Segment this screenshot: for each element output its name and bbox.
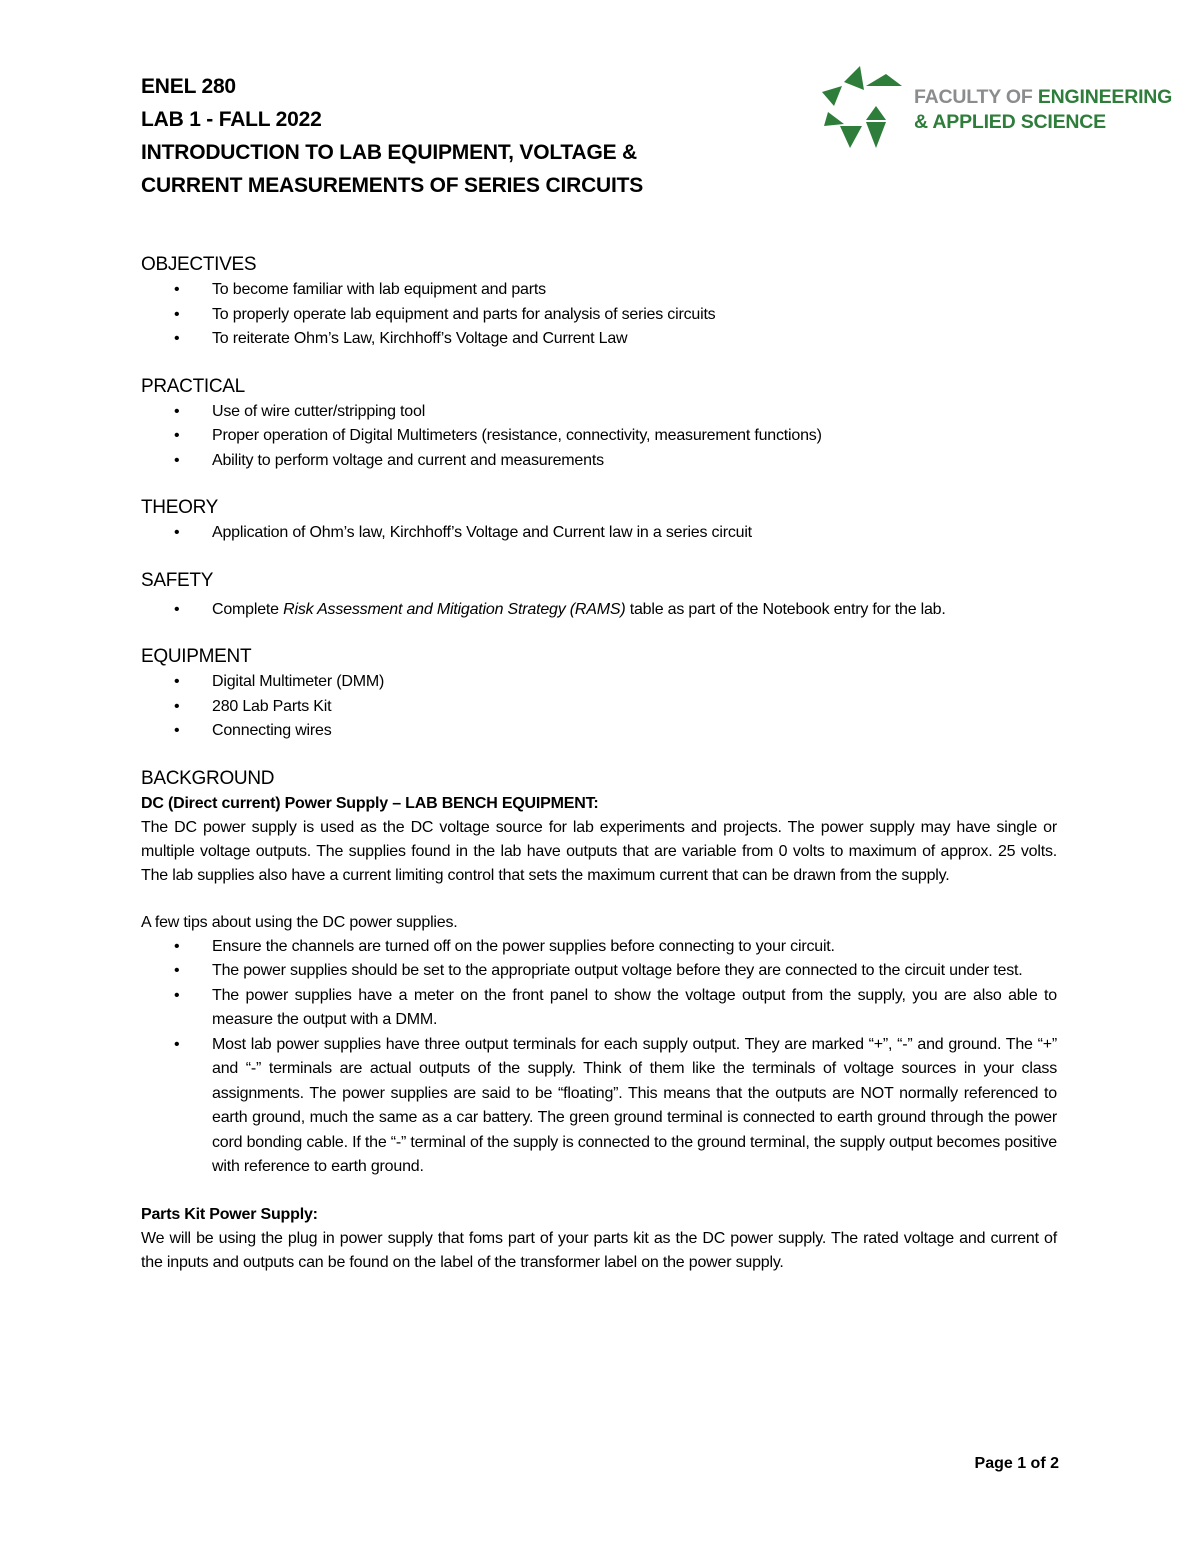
safety-item-prefix: Complete [212, 600, 284, 618]
dc-supply-paragraph: The DC power supply is used as the DC voltage source for lab experiments and projects. The power supply may have single or multiple voltage outputs. The supplies found in the lab have outputs that are variable from 0 volts to maximum of approx. 25 volts. The lab supplies also have a current limiting control that sets the maximum current that can be drawn from the supply. [141, 818, 1057, 884]
logo-text-faculty-of: FACULTY OF [914, 86, 1033, 108]
practical-heading: PRACTICAL [141, 375, 245, 397]
list-item: • The power supplies have a meter on the front panel to show the voltage output from the supply, you are also able to measure the output with a DMM. [141, 984, 1057, 1033]
list-item: • Most lab power supplies have three output terminals for each supply output. They are marked “+”, “-” and ground. The “+” and “-” terminals are actual outputs of the supply. Think of them like the terminals of voltage sources in your class assignments. The power supplies are said to be “floating”. This means that the outputs are NOT normally referenced to earth ground, much the same as a car battery. The green ground terminal is connected to earth ground through the power cord bonding cable. If the “-” terminal of the supply is connected to the ground terminal, the supply output becomes positive with reference to earth ground. [141, 1033, 1057, 1180]
tips-intro: A few tips about using the DC power supplies. [141, 913, 458, 931]
practical-list [141, 400, 1057, 474]
background-heading: BACKGROUND [141, 767, 275, 789]
theory-heading: THEORY [141, 497, 219, 518]
list-item [141, 598, 1057, 623]
objectives-list [141, 278, 1057, 352]
list-item: • To properly operate lab equipment and parts for analysis of series circuits [141, 303, 1057, 328]
safety-list [141, 598, 1057, 623]
course-code: ENEL 280 [141, 75, 236, 98]
list-item: • To reiterate Ohm’s Law, Kirchhoff’s Voltage and Current Law [141, 327, 1057, 352]
lab-title-line-1: INTRODUCTION TO LAB EQUIPMENT, VOLTAGE & [141, 141, 638, 164]
list-item: • Use of wire cutter/stripping tool [141, 400, 1057, 425]
equipment-heading: EQUIPMENT [141, 646, 252, 667]
parts-kit-subheading: Parts Kit Power Supply: [141, 1205, 318, 1223]
faculty-logo [820, 64, 1190, 154]
theory-list [141, 521, 1057, 546]
page-number: Page 1 of 2 [974, 1455, 1059, 1472]
list-item: • To become familiar with lab equipment and parts [141, 278, 1057, 303]
faculty-logo-text [914, 85, 1172, 135]
logo-text-engineering: ENGINEERING [1037, 86, 1173, 108]
faculty-logo-icon [820, 64, 906, 154]
lab-number: LAB 1 - FALL 2022 [141, 108, 322, 131]
logo-text-applied-science: & APPLIED SCIENCE [914, 111, 1106, 133]
objectives-heading: OBJECTIVES [141, 254, 257, 275]
lab-title-line-2: CURRENT MEASUREMENTS OF SERIES CIRCUITS [141, 174, 644, 197]
safety-heading: SAFETY [141, 569, 214, 591]
safety-item-suffix: table as part of the Notebook entry for the lab. [625, 600, 946, 618]
safety-item-rams: Risk Assessment and Mitigation Strategy (RAMS) [283, 600, 626, 618]
list-item: • 280 Lab Parts Kit [141, 695, 1057, 720]
dc-supply-subheading: DC (Direct current) Power Supply – LAB BENCH EQUIPMENT: [141, 794, 599, 812]
list-item: • Connecting wires [141, 719, 1057, 744]
title-block [141, 70, 781, 202]
tips-list [141, 935, 1057, 1180]
list-item: • Ability to perform voltage and current and measurements [141, 449, 1057, 474]
parts-kit-paragraph: We will be using the plug in power supply that foms part of your parts kit as the DC power supply. The rated voltage and current of the inputs and outputs can be found on the label of the transformer label on the power supply. [141, 1229, 1057, 1271]
equipment-list [141, 670, 1057, 744]
list-item: • Proper operation of Digital Multimeters (resistance, connectivity, measurement functions) [141, 424, 1057, 449]
list-item: • Digital Multimeter (DMM) [141, 670, 1057, 695]
list-item: • Ensure the channels are turned off on the power supplies before connecting to your circuit. [141, 935, 1057, 960]
list-item: • The power supplies should be set to the appropriate output voltage before they are connected to the circuit under test. [141, 959, 1057, 984]
document-content [141, 252, 1057, 1275]
list-item: • Application of Ohm’s law, Kirchhoff’s Voltage and Current law in a series circuit [141, 521, 1057, 546]
